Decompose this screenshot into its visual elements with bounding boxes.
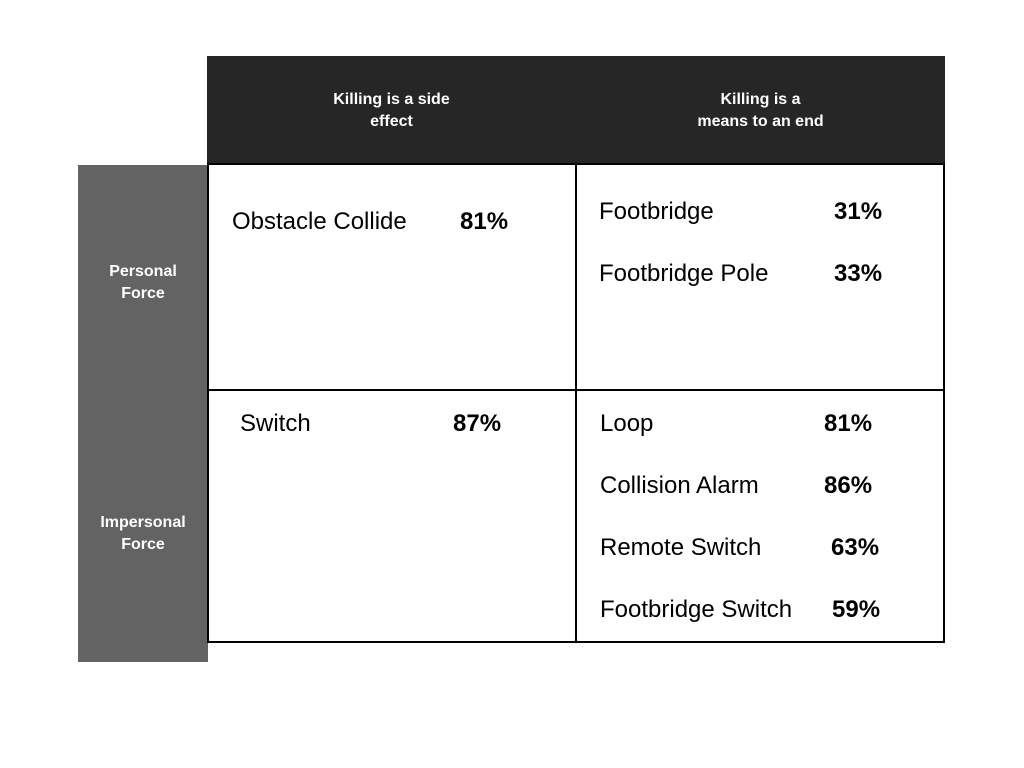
row-header-impersonal-line1: Impersonal: [100, 513, 186, 531]
item-pct-collision-alarm: 86%: [824, 472, 873, 499]
item-pct-footbridge-pole: 33%: [834, 260, 883, 287]
column-header-means: [576, 56, 945, 165]
row-header-personal-line2: Force: [121, 285, 165, 302]
item-name-obstacle-collide: Obstacle Collide: [232, 208, 407, 235]
row-header-impersonal: [78, 405, 208, 662]
row-header-personal: [78, 165, 208, 401]
item-pct-loop: 81%: [824, 410, 873, 437]
column-header-means-line1: Killing is a: [720, 90, 801, 108]
column-header-means-line2: means to an end: [697, 112, 824, 130]
item-name-loop: Loop: [600, 410, 654, 437]
item-name-footbridge-switch: Footbridge Switch: [600, 596, 793, 623]
item-pct-remote-switch: 63%: [831, 534, 880, 561]
item-name-switch: Switch: [240, 410, 311, 437]
grid-vertical-divider: [575, 163, 577, 643]
row-header-impersonal-line2: Force: [121, 535, 165, 553]
item-name-collision-alarm: Collision Alarm: [600, 472, 759, 499]
column-header-side-effect: [207, 56, 576, 165]
row-header-personal-line1: Personal: [109, 263, 177, 280]
item-pct-footbridge-switch: 59%: [832, 596, 881, 623]
item-name-footbridge: Footbridge: [599, 198, 714, 225]
item-pct-obstacle-collide: 81%: [460, 208, 509, 235]
grid-horizontal-divider: [207, 389, 945, 391]
column-header-side-effect-line2: effect: [370, 112, 413, 130]
item-name-footbridge-pole: Footbridge Pole: [599, 260, 769, 287]
column-header-side-effect-line1: Killing is a side: [333, 90, 450, 108]
item-pct-footbridge: 31%: [834, 198, 883, 225]
item-name-remote-switch: Remote Switch: [600, 534, 762, 561]
item-pct-switch: 87%: [453, 410, 502, 437]
